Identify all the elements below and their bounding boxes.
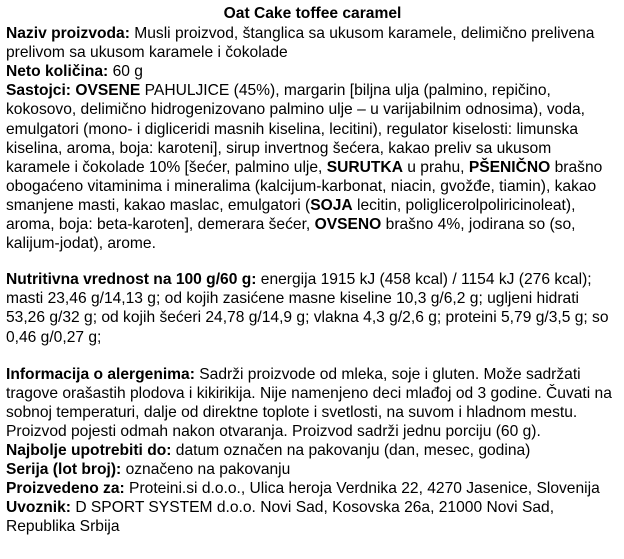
- allergen-wheat: PŠENIČNO: [468, 158, 551, 176]
- lot-number-section: [6, 460, 619, 479]
- best-before-section: [6, 441, 619, 460]
- ingredients-text: lecitin, poliglicerolpoliricinoleat), aroma, boja: beta-karoten], demerara šećer,: [6, 196, 576, 234]
- net-quantity-label: Neto količina:: [6, 63, 109, 81]
- importer-label: Uvoznik:: [6, 499, 71, 517]
- lot-number-label: Serija (lot broj):: [6, 461, 122, 479]
- allergen-oat-flour: OVSENO: [314, 216, 382, 234]
- nutrition-value: energija 1915 kJ (458 kcal) / 1154 kJ (276 kcal); masti 23,46 g/14,13 g; od kojih zasićene masne kiseline 10,3 g/6,2 g; ugljeni hidrati 53,26 g/32 g; od kojih šećeri 24,78 g/14,9 g; vlakna 4,3 g/2,6 g; proteini 5,79 g/3,5 g; so 0,46 g/0,27 g;: [6, 271, 609, 346]
- ingredients-label: Sastojci:: [6, 82, 71, 100]
- net-quantity-value: 60 g: [108, 63, 143, 81]
- net-quantity-section: [6, 62, 619, 81]
- allergen-oats: OVSENE: [75, 82, 141, 100]
- allergen-whey: SURUTKA: [326, 158, 403, 176]
- ingredients-text: brašno obogaćeno vitaminima i mineralima (kalcijum-karbonat, niacin, gvožđe, tiamin), kakao smanjene masti, kakao maslac, emulgatori (: [6, 158, 603, 214]
- product-title: Oat Cake toffee caramel: [223, 5, 402, 22]
- ingredients-text: u prahu,: [402, 158, 469, 176]
- ingredients-text: brašno 4%, jodirana so (so, kalijum-jodat), arome.: [6, 216, 576, 253]
- product-name-value: Musli proizvod, štanglica sa ukusom karamele, delimično prelivena prelivom sa ukusom karamele i čokolade: [6, 25, 595, 62]
- nutrition-section: [6, 270, 619, 346]
- allergen-info-section: [6, 365, 619, 441]
- allergen-info-value: Sadrži proizvode od mleka, soje i gluten. Može sadržati tragove orašastih plodova i kikirikija. Nije namenjeno deci mlađoj od 3 godine. Čuvati na sobnoj temperaturi, dalje od direktne toplote i svetlosti, na suvom i hladnom mestu. Proizvod pojesti odmah nakon otvaranja. Proizvod sadrži jednu porciju (60 g).: [6, 365, 612, 440]
- manufacturer-section: [6, 479, 619, 498]
- lot-number-value: označeno na pakovanju: [121, 461, 291, 479]
- importer-value: D SPORT SYSTEM d.o.o. Novi Sad, Kosovska 26a, 21000 Novi Sad, Republika Srbija: [6, 499, 555, 536]
- manufacturer-label: Proizvedeno za:: [6, 480, 125, 498]
- ingredients-text: PAHULJICE (45%), margarin [biljna ulja (palmino, repičino, kokosovo, delimično hidrogenizovano palmino ulje – u varijabilnim odnosima), voda, emulgatori (mono- i digliceridi masnih kiselina, lecitini), regulator kiselosti: limunska kiselina, aroma, boja: karoteni], sirup invertnog šećera, kakao preliv sa ukusom karamele i čokolade 10% [šećer, palmino ulje,: [6, 82, 586, 176]
- product-name-label: Naziv proizvoda:: [6, 25, 130, 43]
- importer-section: [6, 498, 619, 536]
- best-before-value: datum označen na pakovanju (dan, mesec, godina): [171, 441, 531, 459]
- nutrition-label: Nutritivna vrednost na 100 g/60 g:: [6, 271, 257, 289]
- manufacturer-value: Proteini.si d.o.o., Ulica heroja Verdnika 22, 4270 Jasenice, Slovenija: [124, 480, 600, 498]
- product-name-section: [6, 24, 619, 62]
- ingredients-section: [6, 81, 619, 253]
- allergen-info-label: Informacija o alergenima:: [6, 365, 195, 383]
- best-before-label: Najbolje upotrebiti do:: [6, 441, 172, 459]
- allergen-soy: SOJA: [310, 196, 353, 214]
